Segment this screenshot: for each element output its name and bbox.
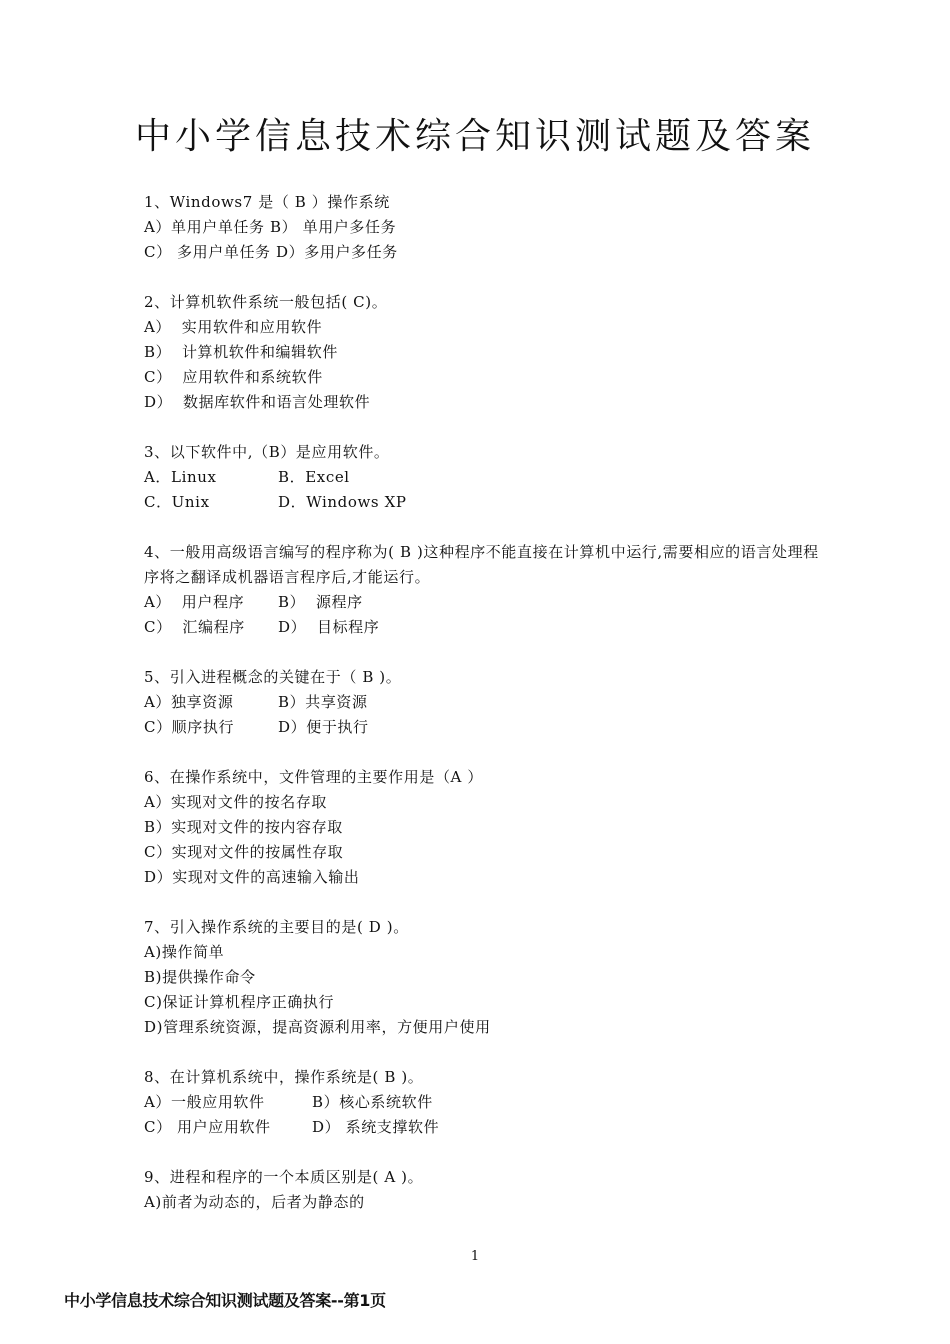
option-row xyxy=(144,840,824,865)
option-row xyxy=(144,1015,824,1040)
option-text: A） 实用软件和应用软件 xyxy=(144,318,323,336)
question-stem: 5、引入进程概念的关键在于（ B )。 xyxy=(144,668,402,686)
option-text: D)管理系统资源，提高资源利用率，方便用户使用 xyxy=(144,1018,491,1036)
page-footer: 中小学信息技术综合知识测试题及答案--第1页 xyxy=(64,1291,386,1310)
question-7 xyxy=(144,915,824,1040)
option-text: A）实现对文件的按名存取 xyxy=(144,793,328,811)
question-stem: 4、一般用高级语言编写的程序称为( B )这种程序不能直接在计算机中运行,需要相应的语言处理程序将之翻译成机器语言程序后,才能运行。 xyxy=(144,543,819,586)
option-row xyxy=(144,240,824,265)
option-row xyxy=(144,965,824,990)
option-text: B）核心系统软件 xyxy=(312,1093,433,1111)
option-text: D）实现对文件的高速输入输出 xyxy=(144,868,360,886)
question-1 xyxy=(144,190,824,265)
question-2 xyxy=(144,290,824,415)
question-stem: 7、引入操作系统的主要目的是( D )。 xyxy=(144,918,409,936)
option-text: A） 用户程序 xyxy=(144,593,245,611)
option-row xyxy=(144,340,824,365)
question-5 xyxy=(144,665,824,740)
option-text: A)前者为动态的，后者为静态的 xyxy=(144,1193,365,1211)
question-stem: 3、以下软件中,（B）是应用软件。 xyxy=(144,443,390,461)
option-row xyxy=(144,815,824,840)
option-row xyxy=(144,1115,824,1140)
option-text: B．Excel xyxy=(278,468,350,486)
option-row xyxy=(144,1190,824,1215)
option-text: D） 目标程序 xyxy=(278,618,380,636)
option-text: A）一般应用软件 xyxy=(144,1093,265,1111)
option-text: C） 多用户单任务 D）多用户多任务 xyxy=(144,243,398,261)
option-text: B） 计算机软件和编辑软件 xyxy=(144,343,338,361)
option-row xyxy=(144,465,824,490)
option-row xyxy=(144,790,824,815)
question-3 xyxy=(144,440,824,515)
question-stem: 8、在计算机系统中，操作系统是( B )。 xyxy=(144,1068,424,1086)
option-row xyxy=(144,1090,824,1115)
option-row xyxy=(144,865,824,890)
option-text: C） 汇编程序 xyxy=(144,618,245,636)
option-text: A)操作简单 xyxy=(144,943,225,961)
document-title: 中小学信息技术综合知识测试题及答案 xyxy=(134,116,815,157)
page-number: 1 xyxy=(470,1249,480,1264)
question-8 xyxy=(144,1065,824,1140)
option-text: B） 源程序 xyxy=(278,593,363,611)
option-text: C） 应用软件和系统软件 xyxy=(144,368,323,386)
option-text: D） 数据库软件和语言处理软件 xyxy=(144,393,371,411)
option-text: D．Windows XP xyxy=(278,493,407,511)
option-row xyxy=(144,715,824,740)
option-text: D） 系统支撑软件 xyxy=(312,1118,440,1136)
question-stem: 2、计算机软件系统一般包括( C)。 xyxy=(144,293,388,311)
option-text: C)保证计算机程序正确执行 xyxy=(144,993,335,1011)
option-text: D）便于执行 xyxy=(278,718,369,736)
option-text: A）独享资源 xyxy=(144,693,234,711)
option-row xyxy=(144,590,824,615)
question-list xyxy=(144,190,824,1240)
option-text: A）单用户单任务 B） 单用户多任务 xyxy=(144,218,397,236)
option-text: B）实现对文件的按内容存取 xyxy=(144,818,343,836)
question-6 xyxy=(144,765,824,890)
option-row xyxy=(144,940,824,965)
option-text: B）共享资源 xyxy=(278,693,368,711)
question-4 xyxy=(144,540,824,640)
option-text: C） 用户应用软件 xyxy=(144,1118,271,1136)
option-row xyxy=(144,690,824,715)
question-stem: 9、进程和程序的一个本质区别是( A )。 xyxy=(144,1168,424,1186)
question-stem: 1、Windows7 是（ B ）操作系统 xyxy=(144,193,390,211)
option-text: C．Unix xyxy=(144,493,210,511)
option-text: A．Linux xyxy=(144,468,217,486)
question-9 xyxy=(144,1165,824,1215)
option-row xyxy=(144,365,824,390)
option-row xyxy=(144,990,824,1015)
option-row xyxy=(144,215,824,240)
option-text: C）顺序执行 xyxy=(144,718,235,736)
option-text: B)提供操作命令 xyxy=(144,968,256,986)
option-row xyxy=(144,390,824,415)
question-stem: 6、在操作系统中，文件管理的主要作用是（A ） xyxy=(144,768,483,786)
option-row xyxy=(144,490,824,515)
option-text: C）实现对文件的按属性存取 xyxy=(144,843,344,861)
option-row xyxy=(144,315,824,340)
option-row xyxy=(144,615,824,640)
